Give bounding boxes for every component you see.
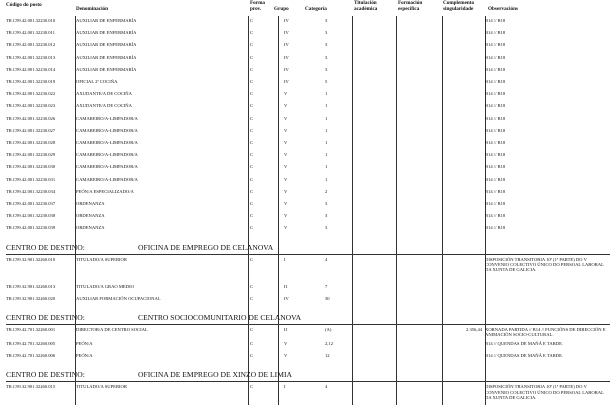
column-rule	[248, 16, 249, 405]
row-denominacion: AXUDANTE/A DE COCIÑA	[76, 91, 132, 97]
row-complemento: 2.356,44	[466, 327, 483, 332]
row-grupo: IV	[284, 66, 289, 72]
header-denominacion: Denominación	[76, 6, 108, 12]
row-forma: C	[250, 341, 254, 346]
row-grupo: IV	[284, 30, 289, 36]
row-grupo: IV	[284, 54, 289, 60]
row-grupo: V	[284, 140, 288, 145]
row-grupo: V	[284, 176, 288, 182]
row-categoria: 3	[325, 225, 328, 231]
row-denominacion: ORDENANZA	[76, 213, 105, 219]
header-formacion: Formación específica	[398, 0, 423, 12]
row-code: TR.C99.42.001.32230.031	[6, 176, 56, 182]
row-categoria: 4	[325, 384, 328, 390]
row-forma: C	[250, 256, 254, 262]
section-label: CENTRO DE DESTINO:	[6, 370, 85, 380]
row-forma: C	[250, 295, 254, 301]
row-categoria: 1	[325, 91, 328, 97]
row-denominacion: ORDENANZA	[76, 225, 105, 231]
row-denominacion: PEÓN/A	[76, 353, 93, 359]
row-categoria: 3	[325, 42, 328, 48]
row-grupo: II	[284, 327, 288, 332]
row-forma: C	[250, 152, 254, 158]
row-denominacion: TITULADO/A SUPERIOR	[76, 384, 127, 390]
row-grupo: V	[284, 225, 288, 231]
section-name: OFICINA DE EMPREGO DE XINZO DE LIMIA	[138, 370, 292, 380]
row-forma: C	[250, 91, 254, 97]
row-forma: C	[250, 127, 254, 133]
row-grupo: I	[284, 384, 286, 390]
row-observacions: DISPOSICIÓN TRANSITORIA 10ª (1ª PARTE) DO V CONVENIO COLECTIVO ÚNICO DO PERSOAL LABORAL DA XUNTA DE GALICIA.	[485, 256, 604, 273]
row-grupo: V	[284, 353, 288, 359]
row-forma: C	[250, 213, 254, 219]
row-categoria: 3	[325, 201, 328, 206]
row-categoria: 1	[325, 152, 328, 158]
section-rule	[6, 381, 610, 382]
row-observacions: XORNADA PARTIDA // B14 // FUNCIÓNS DE DIRECCIÓN E ANIMACIÓN SOCIO-CULTURAL.	[485, 327, 606, 338]
row-observacions: B14 // B18	[485, 225, 506, 231]
row-categoria: 2	[325, 188, 328, 194]
row-code: TR.C99.42.001.32230.027	[6, 127, 56, 133]
section-label: CENTRO DE DESTINO:	[6, 242, 85, 252]
column-rule	[442, 16, 443, 405]
row-observacions: B14 // B18	[485, 164, 506, 170]
row-denominacion: PEÓN/A	[76, 341, 93, 346]
row-denominacion: CAMAREIRO/A-LIMPADOR/A	[76, 115, 138, 121]
row-forma: C	[250, 176, 254, 182]
row-categoria: 12	[325, 353, 330, 359]
row-code: TR.C99.42.701.32260.001	[6, 327, 56, 332]
row-grupo: II	[284, 283, 288, 289]
row-code: TR.C99.42.001.32230.034	[6, 188, 56, 194]
row-categoria: 30	[325, 295, 330, 301]
row-observacions: B14 // B18	[485, 54, 506, 60]
row-observacions: B14 // B18	[485, 127, 506, 133]
row-grupo: I	[284, 256, 286, 262]
row-code: TR.C99.42.001.32230.011	[6, 30, 55, 36]
header-observacions: Observacións	[488, 6, 518, 12]
row-categoria: 3	[325, 213, 328, 219]
header-forma-prov: Forma prov.	[250, 0, 265, 12]
column-rule	[352, 16, 353, 405]
row-grupo: IV	[284, 42, 289, 48]
row-forma: C	[250, 66, 254, 72]
row-forma: C	[250, 164, 254, 170]
row-grupo: IV	[284, 295, 289, 301]
row-categoria: 1	[325, 127, 328, 133]
row-denominacion: AUXILIAR FORMACIÓN OCUPACIONAL	[76, 295, 161, 301]
row-code: TR.C99.42.001.32230.012	[6, 42, 56, 48]
row-observacions: B14 // B18	[485, 176, 506, 182]
row-code: TR.C99.32.901.32260.013	[6, 283, 56, 289]
row-observacions: B14 // B18	[485, 115, 506, 121]
row-grupo: V	[284, 201, 288, 206]
row-categoria: 3	[325, 18, 328, 23]
row-categoria: 2,12	[325, 341, 334, 346]
row-observacions: B14 // B18	[485, 18, 506, 23]
section-name: CENTRO SOCIOCOMUNITARIO DE CELANOVA	[138, 313, 302, 322]
row-code: TR.C99.42.001.32230.022	[6, 91, 56, 97]
row-observacions: B14 // B18	[485, 103, 506, 109]
row-categoria: 3	[325, 30, 328, 36]
row-denominacion: TITULADO/A SUPERIOR	[76, 256, 127, 262]
column-rule	[485, 16, 486, 405]
row-forma: C	[250, 384, 254, 390]
row-forma: C	[250, 18, 254, 23]
header-titulacion: Titulación académica	[354, 0, 378, 12]
row-code: TR.C99.42.001.32230.014	[6, 66, 56, 72]
row-code: TR.C99.42.001.32230.028	[6, 140, 56, 145]
row-grupo: IV	[284, 79, 289, 84]
row-code: TR.C99.32.901.32260.010	[6, 256, 56, 262]
row-forma: C	[250, 54, 254, 60]
row-code: TR.C99.32.901.32260.015	[6, 384, 56, 390]
header-grupo: Grupo	[274, 6, 289, 12]
row-forma: C	[250, 327, 254, 332]
row-grupo: V	[284, 127, 288, 133]
row-observacions: B14 // B18	[485, 30, 506, 36]
row-grupo: V	[284, 188, 288, 194]
row-forma: C	[250, 140, 254, 145]
row-forma: C	[250, 353, 254, 359]
row-observacions: B14 // B18	[485, 201, 506, 206]
row-code: TR.C99.42.001.32230.019	[6, 79, 56, 84]
row-observacions: B14 // B18	[485, 152, 506, 158]
row-categoria: (A)	[325, 327, 332, 332]
column-rule	[278, 16, 279, 405]
row-forma: C	[250, 188, 254, 194]
row-code: TR.C99.42.001.32230.029	[6, 152, 56, 158]
row-code: TR.C99.42.001.32230.030	[6, 164, 56, 170]
row-code: TR.C99.42.701.32260.006	[6, 353, 56, 359]
row-grupo: IV	[284, 18, 289, 23]
row-observacions: B14 // B18	[485, 79, 506, 84]
row-denominacion: TITULADO/A GRAO MEDIO	[76, 283, 134, 289]
row-grupo: V	[284, 341, 288, 346]
row-forma: C	[250, 42, 254, 48]
row-denominacion: CAMAREIRO/A-LIMPADOR/A	[76, 164, 138, 170]
row-grupo: V	[284, 103, 288, 109]
row-grupo: V	[284, 152, 288, 158]
row-denominacion: CAMAREIRO/A-LIMPADOR/A	[76, 140, 138, 145]
row-observacions: B14 // B18	[485, 91, 506, 97]
row-code: TR.C99.42.001.32230.026	[6, 115, 56, 121]
section-rule	[6, 324, 610, 325]
row-forma: C	[250, 201, 254, 206]
row-grupo: V	[284, 213, 288, 219]
row-code: TR.C99.42.001.32230.037	[6, 201, 56, 206]
row-code: TR.C99.42.001.32230.013	[6, 54, 56, 60]
row-forma: C	[250, 115, 254, 121]
header-complemento: Complemento singularidade	[443, 0, 475, 12]
row-categoria: 1	[325, 176, 328, 182]
row-grupo: V	[284, 91, 288, 97]
row-grupo: V	[284, 164, 288, 170]
row-denominacion: AUXILIAR DE ENFERMARÍA	[76, 30, 137, 36]
row-categoria: 3	[325, 54, 328, 60]
row-observacions: B14 // B18	[485, 140, 506, 145]
row-code: TR.C99.32.901.32260.020	[6, 295, 56, 301]
row-grupo: V	[284, 115, 288, 121]
row-denominacion: AUXILIAR DE ENFERMARÍA	[76, 42, 137, 48]
row-categoria: 3	[325, 66, 328, 72]
header-codigo: Código do posto	[6, 2, 42, 8]
row-denominacion: CAMAREIRO/A-LIMPADOR/A	[76, 176, 138, 182]
row-denominacion: AUXILIAR DE ENFERMARÍA	[76, 54, 137, 60]
header-categoria: Categoría	[305, 6, 327, 12]
row-denominacion: DIRECTOR/A DE CENTRO SOCIAL	[76, 327, 148, 332]
row-observacions: B14 // B18	[485, 213, 506, 219]
row-categoria: 1	[325, 115, 328, 121]
row-denominacion: AUXILIAR DE ENFERMARÍA	[76, 66, 137, 72]
row-observacions: B14 // B18	[485, 42, 506, 48]
row-forma: C	[250, 79, 254, 84]
row-categoria: 7	[325, 283, 328, 289]
row-denominacion: AXUDANTE/A DE COCIÑA	[76, 103, 132, 109]
row-observacions: DISPOSICIÓN TRANSITORIA 10ª (1ª PARTE) DO V CONVENIO COLECTIVO ÚNICO DO PERSOAL LABORAL DA XUNTA DE GALICIA.	[485, 384, 604, 401]
column-rule	[75, 16, 76, 405]
row-denominacion: AUXILIAR DE ENFERMARÍA	[76, 18, 137, 23]
section-label: CENTRO DE DESTINO:	[6, 313, 85, 322]
row-forma: C	[250, 103, 254, 109]
row-categoria: 5	[325, 79, 328, 84]
row-code: TR.C99.42.001.32230.010	[6, 18, 56, 23]
row-forma: C	[250, 225, 254, 231]
row-categoria: 1	[325, 140, 328, 145]
column-rule	[396, 16, 397, 405]
row-categoria: 4	[325, 256, 328, 262]
row-denominacion: OFICIAL 2ª COCIÑA	[76, 79, 118, 84]
row-forma: C	[250, 30, 254, 36]
row-denominacion: PEÓN/A ESPECIALIZADO/A	[76, 188, 134, 194]
row-observacions: B14 // QUENDAS DE MAÑÁ E TARDE.	[485, 341, 564, 346]
row-observacions: B14 // QUENDAS DE MAÑÁ E TARDE.	[485, 353, 564, 359]
row-code: TR.C99.42.001.32230.038	[6, 213, 56, 219]
row-categoria: 1	[325, 164, 328, 170]
row-code: TR.C99.42.001.32230.023	[6, 103, 56, 109]
row-code: TR.C99.42.701.32260.005	[6, 341, 56, 346]
row-denominacion: ORDENANZA	[76, 201, 105, 206]
row-denominacion: CAMAREIRO/A-LIMPADOR/A	[76, 127, 138, 133]
row-denominacion: CAMAREIRO/A-LIMPADOR/A	[76, 152, 138, 158]
row-categoria: 1	[325, 103, 328, 109]
row-observacions: B14 // B18	[485, 66, 506, 72]
row-code: TR.C99.42.001.32230.039	[6, 225, 56, 231]
row-observacions: B14 // B18	[485, 188, 506, 194]
section-name: OFICINA DE EMPREGO DE CELANOVA	[138, 242, 274, 252]
section-rule	[6, 254, 610, 255]
row-forma: C	[250, 283, 254, 289]
